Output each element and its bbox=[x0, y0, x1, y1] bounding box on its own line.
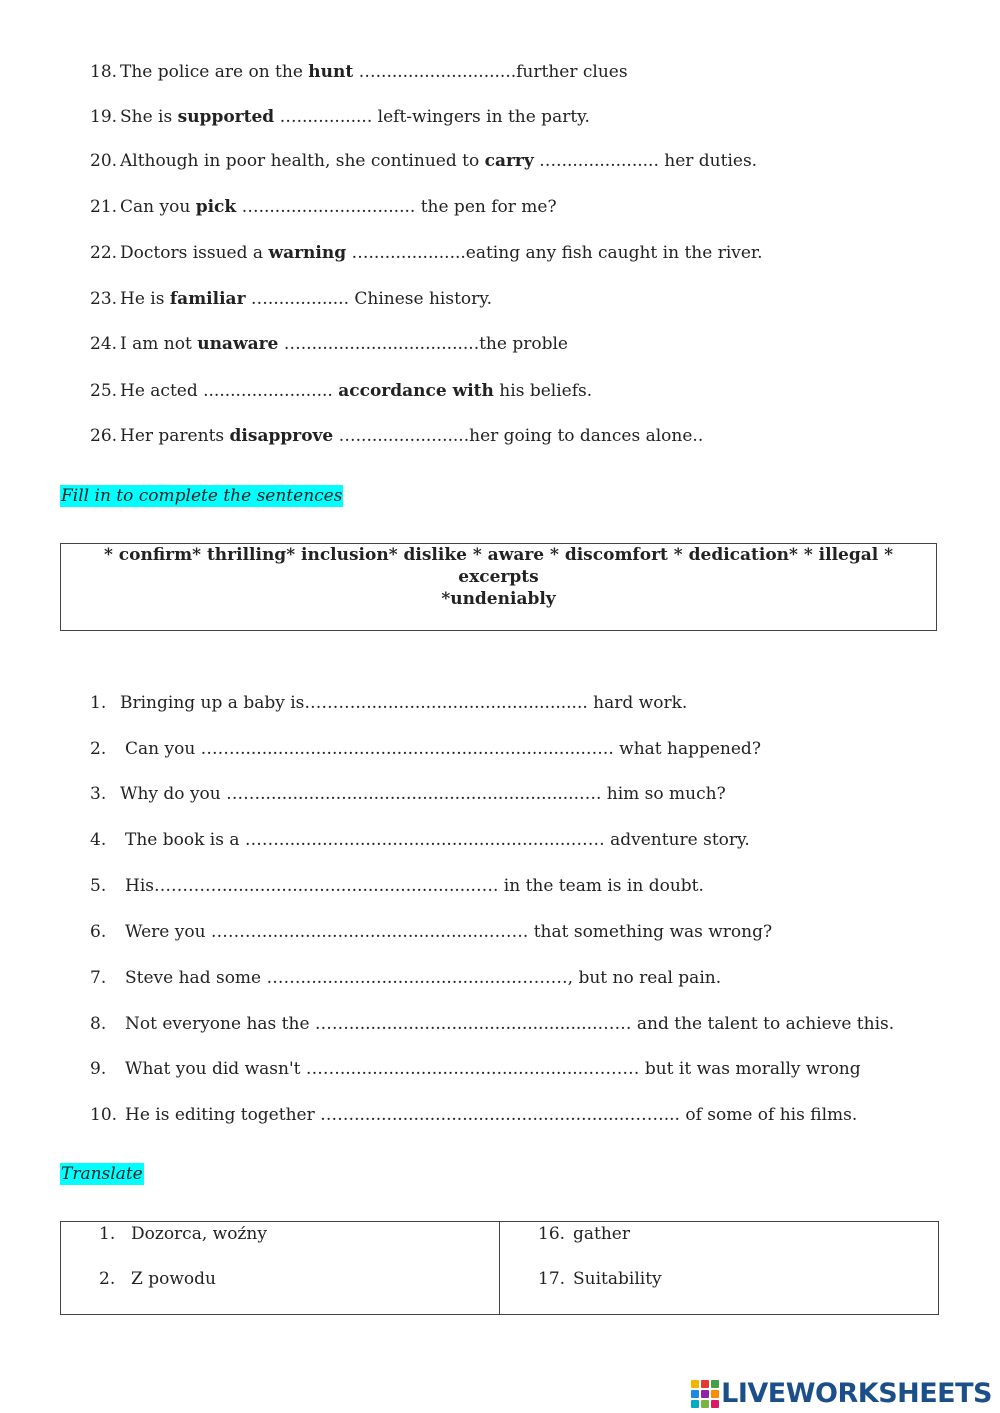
sentence-text: Can you …….................................................................….. what happened? bbox=[125, 739, 761, 759]
sentence-text: Steve had some ……........................................………, but no real pain. bbox=[125, 968, 722, 988]
item-21 bbox=[90, 196, 557, 218]
sentence-8 bbox=[90, 1013, 894, 1035]
sentence-number: 6. bbox=[90, 922, 107, 942]
sentence-2 bbox=[90, 738, 761, 760]
item-number: 23. bbox=[90, 289, 118, 309]
item-text-after: …..................eating any fish caught in the river. bbox=[346, 243, 763, 263]
section-heading-translate: Translate bbox=[61, 1164, 143, 1184]
sentence-text: Why do you ……...........................................................…. him so much? bbox=[120, 784, 726, 804]
item-25 bbox=[90, 380, 592, 402]
liveworksheets-logo[interactable] bbox=[691, 1378, 992, 1409]
translate-right-17 bbox=[538, 1268, 662, 1290]
sentence-5 bbox=[90, 875, 704, 897]
item-24 bbox=[90, 333, 568, 355]
item-text-before: Although in poor health, she continued to bbox=[120, 151, 485, 171]
translate-table bbox=[60, 1221, 939, 1315]
sentence-7 bbox=[90, 967, 721, 989]
sentence-text: What you did wasn't ……..............................................……… but it was morally wrong bbox=[125, 1059, 861, 1079]
item-19 bbox=[90, 106, 590, 128]
sentence-number: 7. bbox=[90, 968, 107, 988]
item-keyword: accordance with bbox=[338, 381, 494, 401]
item-keyword: warning bbox=[268, 243, 347, 263]
word-bank-line-2: *undeniably bbox=[441, 589, 556, 609]
section-heading-fill: Fill in to complete the sentences bbox=[61, 486, 343, 506]
item-22 bbox=[90, 242, 763, 264]
translate-text: gather bbox=[573, 1224, 630, 1244]
sentence-1 bbox=[90, 692, 687, 714]
translate-number: 2. bbox=[99, 1269, 116, 1289]
item-keyword: supported bbox=[177, 107, 275, 127]
item-text-after: …............... Chinese history. bbox=[245, 289, 493, 309]
item-26 bbox=[90, 425, 703, 447]
item-text-after: …..........................further clues bbox=[353, 62, 628, 82]
translate-left-1 bbox=[99, 1223, 267, 1245]
item-text-before: Doctors issued a bbox=[120, 243, 269, 263]
sentence-text: The book is a ……......................................................…… adventure story. bbox=[125, 830, 750, 850]
item-keyword: hunt bbox=[308, 62, 354, 82]
item-keyword: carry bbox=[484, 151, 534, 171]
item-text-after: ….................................the proble bbox=[278, 334, 568, 354]
sentence-number: 9. bbox=[90, 1059, 107, 1079]
item-text-before: He is bbox=[120, 289, 170, 309]
item-number: 25. bbox=[90, 381, 118, 401]
sentence-6 bbox=[90, 921, 772, 943]
item-text-after: ….....................her going to dances alone.. bbox=[333, 426, 704, 446]
translate-number: 17. bbox=[538, 1269, 566, 1289]
item-number: 19. bbox=[90, 107, 118, 127]
translate-text: Dozorca, woźny bbox=[131, 1224, 267, 1244]
sentence-number: 3. bbox=[90, 784, 107, 804]
item-23 bbox=[90, 288, 492, 310]
item-number: 20. bbox=[90, 151, 118, 171]
logo-text: LIVEWORKSHEETS bbox=[721, 1378, 992, 1409]
sentence-text: His…………...............................................…. in the team is in doubt. bbox=[125, 876, 704, 896]
sentence-4 bbox=[90, 829, 750, 851]
item-number: 24. bbox=[90, 334, 118, 354]
sentence-3 bbox=[90, 783, 726, 805]
sentence-number: 5. bbox=[90, 876, 107, 896]
item-text-before: The police are on the bbox=[120, 62, 309, 82]
item-keyword: unaware bbox=[197, 334, 279, 354]
sentence-text: Were you ………..........................................……. that something was wrong? bbox=[125, 922, 773, 942]
sentence-text: Not everyone has the ……..............................................…… and the talent to achieve this. bbox=[125, 1014, 895, 1034]
sentence-text: Bringing up a baby is………........................................... hard work. bbox=[120, 693, 688, 713]
item-number: 18. bbox=[90, 62, 118, 82]
sentence-number: 4. bbox=[90, 830, 107, 850]
sentence-text: He is editing together ……...................................................……... of some of his films. bbox=[125, 1105, 858, 1125]
item-number: 26. bbox=[90, 426, 118, 446]
item-text-before: Her parents bbox=[120, 426, 230, 446]
translate-text: Z powodu bbox=[131, 1269, 216, 1289]
translate-number: 1. bbox=[99, 1224, 116, 1244]
word-bank-line-1: * confirm* thrilling* inclusion* dislike * aware * discomfort * dedication* * illegal * excerpts bbox=[103, 545, 894, 587]
item-number: 22. bbox=[90, 243, 118, 263]
sentence-10 bbox=[90, 1104, 857, 1126]
item-text-after: …............................. the pen for me? bbox=[236, 197, 557, 217]
item-text-after: ….............. left-wingers in the party. bbox=[274, 107, 590, 127]
item-keyword: disapprove bbox=[229, 426, 334, 446]
translate-number: 16. bbox=[538, 1224, 566, 1244]
item-number: 21. bbox=[90, 197, 118, 217]
sentence-number: 10. bbox=[90, 1105, 118, 1125]
liveworksheets-logo-icon bbox=[691, 1380, 719, 1408]
translate-text: Suitability bbox=[573, 1269, 662, 1289]
item-text-before: She is bbox=[120, 107, 178, 127]
word-bank-box bbox=[60, 543, 937, 631]
item-keyword: pick bbox=[195, 197, 237, 217]
sentence-number: 8. bbox=[90, 1014, 107, 1034]
item-text-before: I am not bbox=[120, 334, 198, 354]
item-text-before: Can you bbox=[120, 197, 196, 217]
item-keyword: familiar bbox=[169, 289, 246, 309]
sentence-number: 1. bbox=[90, 693, 107, 713]
item-text-after: his beliefs. bbox=[493, 381, 593, 401]
table-divider bbox=[499, 1222, 500, 1314]
sentence-number: 2. bbox=[90, 739, 107, 759]
item-20 bbox=[90, 150, 757, 172]
item-18 bbox=[90, 61, 628, 83]
translate-left-2 bbox=[99, 1268, 216, 1290]
translate-right-16 bbox=[538, 1223, 630, 1245]
item-text-before: He acted ........................ bbox=[120, 381, 339, 401]
sentence-9 bbox=[90, 1058, 861, 1080]
item-text-after: …................... her duties. bbox=[533, 151, 758, 171]
